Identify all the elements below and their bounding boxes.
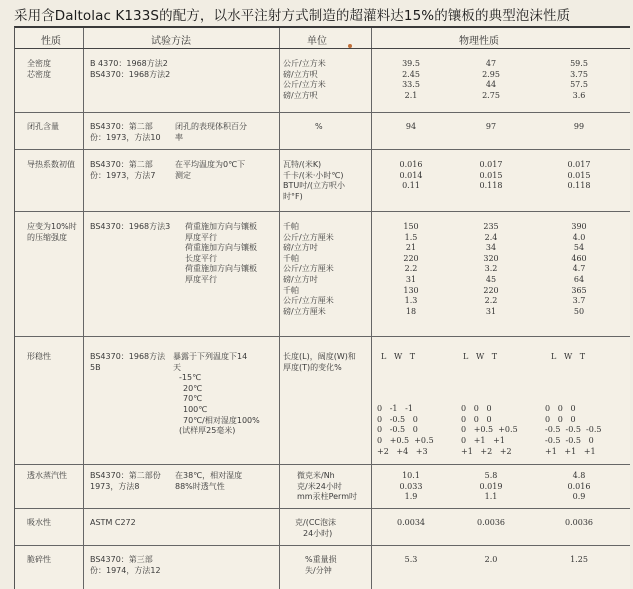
header-unit: 单位 <box>307 36 327 47</box>
test-method: ASTM C272 <box>90 518 136 527</box>
unit: 微克米/Nh 克/米24小时 mm汞柱Perm吋 <box>297 471 357 502</box>
value-sample-2: 0.0036 <box>477 518 505 527</box>
property-name: 导热系数初值 <box>27 160 75 169</box>
header-physical: 物理性质 <box>459 36 499 47</box>
value-sample-3: 99 <box>573 122 585 131</box>
value-sample-3: 0.0036 <box>565 518 593 527</box>
test-method: BS4370：第二部 份：1973，方法10 <box>90 122 161 142</box>
test-condition: 荷重施加方向与镶板 厚度平行 荷重施加方向与镶板 长度平行 荷重施加方向与镶板 厚度平行 <box>185 222 257 284</box>
property-name: 透水蒸汽性 <box>27 471 67 480</box>
row-divider <box>15 545 630 546</box>
lwt-header-1: L W T <box>381 352 416 361</box>
row-divider <box>15 211 630 212</box>
property-name: 吸水性 <box>27 518 51 527</box>
test-condition: 在38℃，相对湿度 88%时透气性 <box>175 471 243 491</box>
header-property: 性质 <box>41 36 61 47</box>
value-sample-1: 39.5 2.45 33.5 2.1 <box>402 59 420 100</box>
test-method: BS4370：第二部 份：1973，方法7 <box>90 160 156 180</box>
property-name: 脆碎性 <box>27 555 51 564</box>
lwt-header-3: L W T <box>551 352 586 361</box>
value-sample-3: 1.25 <box>570 555 588 564</box>
value-sample-3: 4.8 0.016 0.9 <box>567 471 591 502</box>
header-method: 试验方法 <box>151 36 191 47</box>
unit: 长度(L)，阔度(W)和 厚度(T)的变化% <box>283 352 356 372</box>
property-name: 形稳性 <box>27 352 51 361</box>
value-sample-1: 94 <box>405 122 417 131</box>
unit: 千帕 公斤/立方厘米 磅/立方吋 千帕 公斤/立方厘米 磅/立方吋 千帕 公斤/立方厘米 磅/立方厘米 <box>283 222 334 316</box>
unit: 公斤/立方米 磅/立方呎 公斤/立方米 磅/立方呎 <box>283 59 326 100</box>
lwt-header-2: L W T <box>463 352 498 361</box>
property-name: 全密度 芯密度 <box>27 59 51 79</box>
row-divider <box>15 149 630 150</box>
value-sample-2: 47 2.95 44 2.75 <box>482 59 500 100</box>
test-condition: 在平均温度为0℃下 测定 <box>175 160 246 180</box>
value-sample-1: 5.3 <box>404 555 418 564</box>
test-method: BS4370：第三部 份：1974，方法12 <box>90 555 161 575</box>
value-sample-1: 0 -1 -1 0 -0.5 0 0 -0.5 0 0 +0.5 +0.5 +2 +4 +3 <box>377 404 434 456</box>
properties-table <box>14 26 630 589</box>
row-divider <box>15 508 630 509</box>
unit: 克/(CC泡沫 24小时) <box>295 518 336 538</box>
value-sample-2: 0 0 0 0 0 0 0 +0.5 +0.5 0 +1 +1 +1 +2 +2 <box>461 404 518 456</box>
unit: %重量损 失/分钟 <box>305 555 337 575</box>
value-sample-1: 150 1.5 21 220 2.2 31 130 1.3 18 <box>403 222 419 316</box>
value-sample-3: 0 0 0 0 0 0 -0.5 -0.5 -0.5 -0.5 -0.5 0 +1 +1 +1 <box>545 404 602 456</box>
value-sample-2: 0.017 0.015 0.118 <box>479 160 503 191</box>
property-name: 应变为10%时 的压缩强度 <box>27 222 77 242</box>
test-method: BS4370：1968方法3 <box>90 222 171 231</box>
test-condition: 闭孔的表现体积百分 率 <box>175 122 247 142</box>
row-divider <box>15 112 630 113</box>
row-divider <box>15 48 630 49</box>
value-sample-2: 2.0 <box>484 555 498 564</box>
unit: % <box>315 122 323 131</box>
row-divider <box>15 464 630 465</box>
test-method: BS4370：第二部份 1973，方法8 <box>90 471 161 491</box>
value-sample-3: 0.017 0.015 0.118 <box>567 160 591 191</box>
value-sample-3: 59.5 3.75 57.5 3.6 <box>570 59 588 100</box>
value-sample-1: 0.0034 <box>397 518 425 527</box>
value-sample-1: 0.016 0.014 0.11 <box>399 160 423 191</box>
document-title: 采用含Daltolac K133S的配方，以水平注射方式制造的超灌料达15%的镶板的典型泡沫性质 <box>14 8 571 24</box>
test-method: BS4370：1968方法 5B <box>90 352 166 372</box>
value-sample-3: 390 4.0 54 460 4.7 64 365 3.7 50 <box>571 222 587 316</box>
row-divider <box>15 336 630 337</box>
property-name: 闭孔含量 <box>27 122 59 131</box>
value-sample-2: 97 <box>485 122 497 131</box>
value-sample-1: 10.1 0.033 1.9 <box>399 471 423 502</box>
unit: 瓦特/(米K) 千卡/(米·小时℃) BTU吋/(立方呎小 时°F) <box>283 160 346 201</box>
test-method: B 4370：1968方法2 BS4370：1968方法2 <box>90 59 171 79</box>
test-condition: 暴露于下列温度下14 天 -15℃ 20℃ 70℃ 100℃ 70℃/相对湿度100% (试样厚25毫米) <box>173 352 260 436</box>
value-sample-2: 235 2.4 34 320 3.2 45 220 2.2 31 <box>483 222 499 316</box>
value-sample-2: 5.8 0.019 1.1 <box>479 471 503 502</box>
